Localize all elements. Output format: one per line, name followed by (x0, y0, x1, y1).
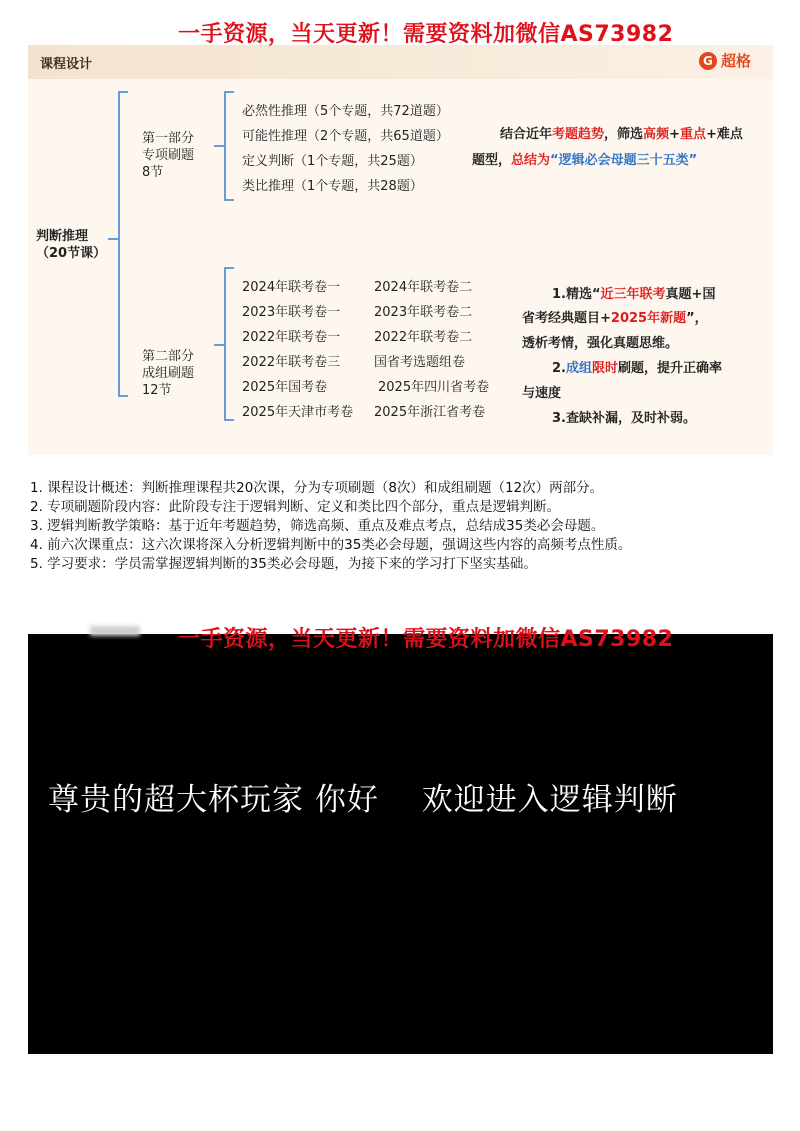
root-node-subtitle: （20节课） (36, 246, 107, 261)
watermark-text: 一手资源，当天更新！需要资料加微信AS73982 (178, 22, 674, 47)
brand-logo-text: 超格 (720, 52, 751, 70)
main-bracket-tip (108, 238, 119, 240)
welcome-message: 尊贵的超大杯玩家 你好 欢迎进入逻辑判断 (48, 782, 678, 818)
part1-sessions: 8节 (142, 165, 164, 180)
exam-paper-item: 2025年四川省考卷 (378, 380, 490, 395)
part2-bracket-top (224, 267, 234, 269)
part1-item: 必然性推理（5个专题，共72道题） (242, 104, 449, 119)
exam-paper-item: 2025年国考卷 (242, 380, 328, 395)
exam-paper-item: 2024年联考卷一 (242, 280, 341, 295)
part1-note-line1: 结合近年考题趋势，筛选高频+重点+难点 (500, 127, 743, 142)
main-bracket-top (118, 91, 128, 93)
exam-paper-item: 2025年天津市考卷 (242, 405, 354, 420)
list-item: 4. 前六次课重点：这六次课将深入分析逻辑判断中的35类必会母题，强调这些内容的高频考点性质。 (30, 537, 632, 553)
exam-paper-item: 2023年联考卷二 (374, 305, 473, 320)
main-bracket-bottom (118, 395, 128, 397)
list-item: 2. 专项刷题阶段内容：此阶段专注于逻辑判断、定义和类比四个部分，重点是逻辑判断。 (30, 499, 561, 515)
course-design-slide (28, 45, 773, 455)
part2-sessions: 12节 (142, 383, 172, 398)
list-item: 1. 课程设计概述：判断推理课程共20次课，分为专项刷题（8次）和成组刷题（12次）两部分。 (30, 480, 604, 496)
list-item: 3. 逻辑判断教学策略：基于近年考题趋势，筛选高频、重点及难点考点，总结成35类必会母题。 (30, 518, 605, 534)
part2-note-line1: 1.精选“近三年联考真题+国 (552, 287, 716, 302)
root-node-title: 判断推理 (36, 229, 89, 244)
exam-paper-item: 2022年联考卷一 (242, 330, 341, 345)
main-bracket (118, 91, 120, 397)
exam-paper-item: 2023年联考卷一 (242, 305, 341, 320)
part1-title: 第一部分 (142, 131, 195, 146)
summary-list (30, 479, 780, 574)
part1-item: 定义判断（1个专题，共25题） (242, 154, 423, 169)
exam-paper-item: 国省考选题组卷 (374, 355, 466, 370)
part2-note-line3: 透析考情，强化真题思维。 (522, 336, 679, 351)
part1-bracket-top (224, 91, 234, 93)
part1-subtitle: 专项刷题 (142, 148, 195, 163)
welcome-slide (28, 634, 773, 1054)
part2-note-line2: 省考经典题目+2025年新题”， (522, 311, 708, 326)
part1-item: 类比推理（1个专题，共28题） (242, 179, 423, 194)
brand-logo-icon: G (699, 52, 717, 70)
exam-paper-item: 2025年浙江省考卷 (374, 405, 486, 420)
exam-paper-item: 2022年联考卷三 (242, 355, 341, 370)
part2-note-line6: 3.查缺补漏，及时补弱。 (552, 411, 696, 426)
part1-note-line2: 题型，总结为“逻辑必会母题三十五类” (472, 153, 698, 168)
slide-header (28, 45, 773, 79)
part2-note-line5: 与速度 (522, 386, 562, 401)
part2-bracket-bottom (224, 419, 234, 421)
exam-paper-item: 2024年联考卷二 (374, 280, 473, 295)
blurred-mark (90, 626, 140, 636)
brand-logo (699, 50, 751, 71)
part1-bracket-bottom (224, 199, 234, 201)
part2-title: 第二部分 (142, 349, 195, 364)
part2-note-line4: 2.成组限时刷题，提升正确率 (552, 361, 723, 376)
exam-paper-item: 2022年联考卷二 (374, 330, 473, 345)
part1-item: 可能性推理（2个专题，共65道题） (242, 129, 449, 144)
watermark-text: 一手资源，当天更新！需要资料加微信AS73982 (178, 627, 674, 652)
part2-bracket-tip (214, 344, 225, 346)
part1-bracket-tip (214, 145, 225, 147)
slide-title: 课程设计 (40, 57, 93, 72)
list-item: 5. 学习要求：学员需掌握逻辑判断的35类必会母题，为接下来的学习打下坚实基础。 (30, 556, 537, 572)
part2-subtitle: 成组刷题 (142, 366, 195, 381)
